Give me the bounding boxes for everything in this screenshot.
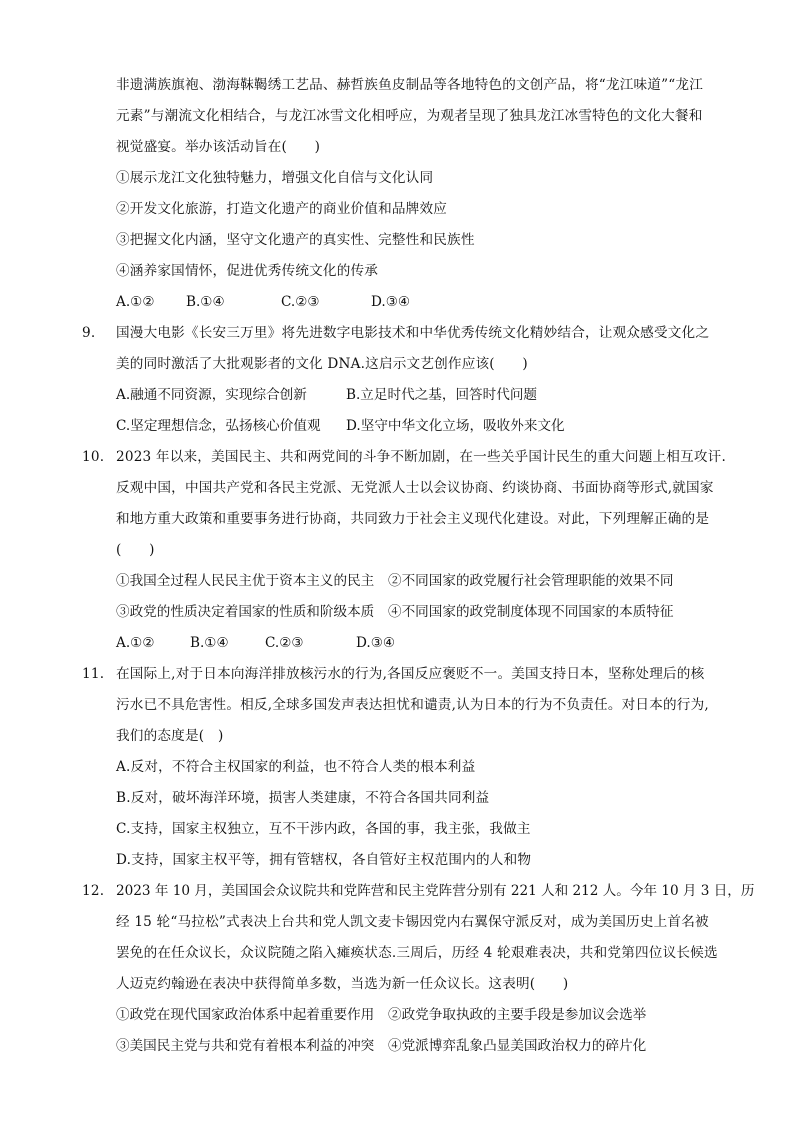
q8-choice-d: D.③④: [371, 294, 411, 310]
q8-statement-3: ③把握文化内涵，坚守文化遗产的真实性、完整性和民族性: [116, 232, 475, 248]
q10-choice-d: D.③④: [356, 635, 396, 651]
q8-choice-c: C.②③: [281, 294, 320, 310]
q10-statements-row-1: [116, 572, 673, 590]
q8-choice-a: A.①②: [116, 294, 155, 310]
q12-statement-4: ④党派博弈乱象凸显美国政治权力的碎片化: [388, 1038, 647, 1054]
q9-stem-line-2: 美的同时激活了大批观影者的文化 DNA.这启示文艺创作应该( ): [116, 356, 528, 372]
q10-stem-line-2: 反观中国，中国共产党和各民主党派、无党派人士以会议协商、约谈协商、书面协商等形式,就国家: [116, 480, 714, 496]
q9-choice-b: B.立足时代之基，回答时代问题: [346, 387, 538, 403]
q12-statement-3: ③美国民主党与共和党有着根本利益的冲突: [116, 1038, 375, 1054]
q11-stem-line-1: 在国际上,对于日本向海洋排放核污水的行为,各国反应褒贬不一。美国支持日本，坚称处理后的核: [116, 666, 705, 682]
q8-stem-line-3: 视觉盛宴。举办该活动旨在( ): [116, 139, 321, 155]
q10-statement-3: ③政党的性质决定着国家的性质和阶级本质: [116, 604, 375, 620]
q10-number: 10.: [82, 449, 105, 465]
q10-stem-line-4: ( ): [116, 542, 155, 558]
q8-stem-line-2: 元素”与潮流文化相结合，与龙江冰雪文化相呼应，为观者呈现了独具龙江冰雪特色的文化大餐和: [116, 108, 703, 124]
q11-choice-c: C.支持，国家主权独立，互不干涉内政，各国的事，我主张，我做主: [116, 821, 531, 837]
q10-statement-2: ②不同国家的政党履行社会管理职能的效果不同: [388, 573, 674, 589]
q10-stem-line-1: 2023 年以来，美国民主、共和两党间的斗争不断加剧，在一些关乎国计民生的重大问题上相互攻讦.: [116, 449, 726, 465]
q11-stem-line-2: 污水已不具危害性。相反,全球多国发声表达担忧和谴责,认为日本的行为不负责任。对日本的行为,: [116, 697, 709, 713]
q8-statement-2: ②开发文化旅游，打造文化遗产的商业价值和品牌效应: [116, 201, 448, 217]
q8-statement-4: ④涵养家国情怀，促进优秀传统文化的传承: [116, 263, 379, 279]
q12-number: 12.: [82, 883, 105, 899]
q10-choices: [116, 634, 395, 652]
q11-choice-d: D.支持，国家主权平等，拥有管辖权，各自管好主权范围内的人和物: [116, 852, 532, 868]
q10-statement-1: ①我国全过程人民民主优于资本主义的民主: [116, 573, 375, 589]
q11-stem-line-3: 我们的态度是( ): [116, 728, 224, 744]
q9-choices-row-1: [116, 386, 537, 404]
q12-statement-2: ②政党争取执政的主要手段是参加议会选举: [388, 1007, 647, 1023]
q12-stem-line-1: 2023 年 10 月，美国国会众议院共和党阵营和民主党阵营分别有 221 人和 212 人。今年 10 月 3 日，历: [116, 883, 755, 899]
q8-stem-line-1: 非遗满族旗袍、渤海靺鞨绣工艺品、赫哲族鱼皮制品等各地特色的文创产品，将“龙江味道”“龙江: [116, 77, 703, 93]
q8-statement-1: ①展示龙江文化独特魅力，增强文化自信与文化认同: [116, 170, 434, 186]
q11-choice-a: A.反对，不符合主权国家的利益，也不符合人类的根本利益: [116, 759, 476, 775]
q12-statement-1: ①政党在现代国家政治体系中起着重要作用: [116, 1007, 375, 1023]
q8-choice-b: B.①④: [186, 294, 225, 310]
q12-stem-line-4: 人迈克约翰逊在表决中获得简单多数，当选为新一任众议长。这表明( ): [116, 976, 569, 992]
q12-stem-line-2: 经 15 轮“马拉松”式表决上台共和党人凯文麦卡锡因党内右翼保守派反对，成为美国历史上首名被: [116, 914, 709, 930]
q9-stem-line-1: 国漫大电影《长安三万里》将先进数字电影技术和中华优秀传统文化精妙结合，让观众感受文化之: [116, 325, 710, 341]
q9-choices-row-2: [116, 417, 565, 435]
q10-choice-c: C.②③: [265, 635, 304, 651]
q10-choice-b: B.①④: [190, 635, 229, 651]
q9-choice-d: D.坚守中华文化立场，吸收外来文化: [346, 418, 565, 434]
q10-statement-4: ④不同国家的政党制度体现不同国家的本质特征: [388, 604, 674, 620]
q9-choice-c: C.坚定理想信念，弘扬核心价值观: [116, 418, 321, 434]
q12-stem-line-3: 罢免的在任众议长，众议院随之陷入瘫痪状态.三周后，历经 4 轮艰难表决，共和党第四位议长候选: [116, 945, 718, 961]
q11-number: 11.: [82, 666, 105, 682]
q8-choices: [116, 293, 410, 311]
q10-stem-line-3: 和地方重大政策和重要事务进行协商，共同致力于社会主义现代化建设。对此，下列理解正确的是: [116, 511, 710, 527]
q10-choice-a: A.①②: [116, 635, 155, 651]
q10-statements-row-2: [116, 603, 673, 621]
q12-statements-row-2: [116, 1037, 646, 1055]
q11-choice-b: B.反对，破坏海洋环境，损害人类建康，不符合各国共同利益: [116, 790, 490, 806]
q9-choice-a: A.融通不同资源，实现综合创新: [116, 387, 307, 403]
q9-number: 9.: [82, 325, 96, 341]
q12-statements-row-1: [116, 1006, 646, 1024]
